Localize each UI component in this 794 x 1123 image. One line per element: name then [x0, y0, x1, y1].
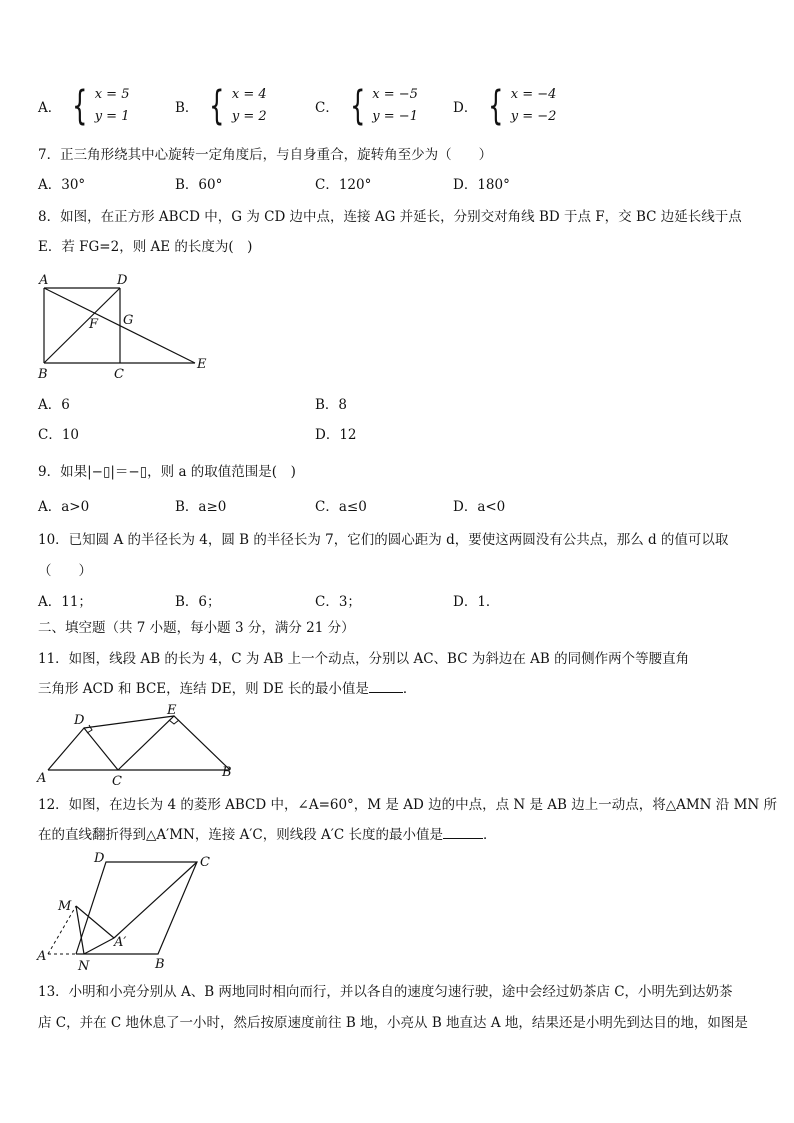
- q6-option-c: [315, 84, 418, 128]
- q12-stem-line1: 12．如图，在边长为 4 的菱形 ABCD 中，∠A=60°，M 是 AD 边的中点，点 N 是 AB 边上一动点，将△AMN 沿 MN 所: [38, 797, 777, 813]
- point-label-a: A: [37, 949, 47, 964]
- q11-end: ．: [402, 681, 417, 697]
- brace-icon: {: [488, 83, 504, 129]
- brace-icon: {: [72, 83, 88, 129]
- q6-option-b: [175, 84, 267, 128]
- point-label-b: B: [222, 765, 232, 780]
- q11-triangles-figure: [34, 702, 244, 788]
- q8-option-d: D．12: [315, 427, 357, 443]
- equation: x = −4: [510, 87, 557, 102]
- q10-option-a: A．11；: [38, 594, 92, 610]
- q9-option-d: D．a<0: [453, 499, 506, 515]
- q7-option-d: D．180°: [453, 177, 510, 193]
- q8-option-b: B．8: [315, 397, 348, 413]
- brace-icon: {: [209, 83, 225, 129]
- q9-option-c: C．a≤0: [315, 499, 367, 515]
- point-label-c: C: [112, 774, 122, 788]
- point-label-n: N: [78, 959, 90, 974]
- section-heading: 二、填空题（共 7 小题，每小题 3 分，满分 21 分）: [38, 620, 355, 636]
- equation: x = 4: [231, 87, 267, 102]
- option-label: B．: [175, 100, 199, 116]
- point-label-f: F: [89, 317, 99, 332]
- q12-rhombus-figure: [34, 848, 224, 974]
- equation: y = 1: [94, 109, 130, 124]
- equation: y = −1: [372, 109, 418, 124]
- q7-option-a: A．30°: [38, 177, 86, 193]
- point-label-c: C: [200, 855, 210, 870]
- equation: x = −5: [372, 87, 418, 102]
- point-label-a: A: [39, 273, 49, 288]
- q11-stem-line2: [38, 680, 756, 698]
- point-label-c: C: [114, 367, 124, 382]
- point-label-a: A: [37, 771, 47, 786]
- answer-blank[interactable]: [369, 680, 403, 693]
- equation: y = 2: [231, 109, 267, 124]
- point-label-b: B: [38, 367, 48, 382]
- q13-stem-line1: 13．小明和小亮分别从 A、B 两地同时相向而行，并以各自的速度匀速行驶，途中会经过奶茶店 C，小明先到达奶茶: [38, 984, 733, 1000]
- q7-stem: 7．正三角形绕其中心旋转一定角度后，与自身重合，旋转角至少为（ ）: [38, 147, 493, 163]
- q10-stem-line2: （ ）: [38, 563, 92, 579]
- q9-stem: 9．如果|−▯|＝−▯，则 a 的取值范围是( ): [38, 464, 296, 480]
- q8-stem-line2: E．若 FG=2，则 AE 的长度为( ): [38, 239, 253, 255]
- q9-option-a: A．a>0: [38, 499, 90, 515]
- q7-option-b: B．60°: [175, 177, 223, 193]
- point-label-b: B: [155, 957, 165, 972]
- q12-text: 在的直线翻折得到△A′MN，连接 A′C，则线段 A′C 长度的最小值是: [38, 827, 443, 843]
- q8-option-c: C．10: [38, 427, 80, 443]
- answer-blank[interactable]: [443, 826, 483, 839]
- q6-option-a: [38, 84, 129, 128]
- option-label: D．: [453, 100, 478, 116]
- q10-option-d: D．1．: [453, 594, 500, 610]
- q12-end: ．: [483, 827, 497, 843]
- point-label-d: D: [117, 273, 128, 288]
- brace-icon: {: [349, 83, 366, 129]
- point-label-d: D: [74, 713, 85, 728]
- point-label-d: D: [94, 851, 105, 866]
- q8-square-figure: [30, 266, 220, 382]
- point-label-m: M: [58, 899, 72, 914]
- q7-option-c: C．120°: [315, 177, 372, 193]
- point-label-e: E: [197, 357, 207, 372]
- option-label: A．: [38, 100, 62, 116]
- point-label-g: G: [123, 313, 134, 328]
- q8-stem-line1: 8．如图，在正方形 ABCD 中，G 为 CD 边中点，连接 AG 并延长，分别交对角线 BD 于点 F，交 BC 边延长线于点: [38, 209, 742, 225]
- q9-option-b: B．a≥0: [175, 499, 227, 515]
- q13-stem-line2: 店 C，并在 C 地休息了一小时，然后按原速度前往 B 地，小亮从 B 地直达 A 地，结果还是小明先到达目的地，如图是: [38, 1015, 748, 1031]
- q8-option-a: A．6: [38, 397, 70, 413]
- q12-stem-line2: [38, 826, 756, 844]
- q11-text: 三角形 ACD 和 BCE，连结 DE，则 DE 长的最小值是: [38, 681, 369, 697]
- point-label-e: E: [167, 703, 177, 718]
- point-label-a-prime: A′: [114, 935, 127, 950]
- equation: y = −2: [510, 109, 557, 124]
- q11-stem-line1: 11．如图，线段 AB 的长为 4，C 为 AB 上一个动点，分别以 AC、BC 为斜边在 AB 的同侧作两个等腰直角: [38, 651, 690, 667]
- q6-option-d: [453, 84, 556, 128]
- option-label: C．: [315, 100, 339, 116]
- equation: x = 5: [94, 87, 130, 102]
- q10-option-b: B．6；: [175, 594, 221, 610]
- q10-option-c: C．3；: [315, 594, 361, 610]
- q10-stem-line1: 10．已知圆 A 的半径长为 4，圆 B 的半径长为 7，它们的圆心距为 d，要使这两圆没有公共点，那么 d 的值可以取: [38, 532, 729, 548]
